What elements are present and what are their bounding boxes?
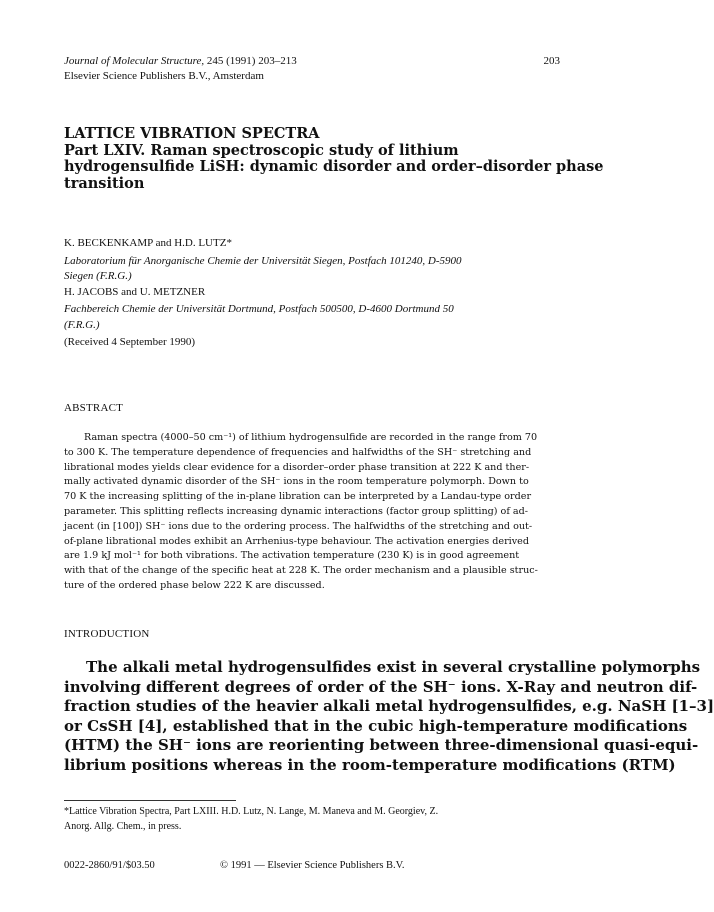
introduction-line: (HTM) the SH⁻ ions are reorienting between three-dimensional quasi-equi- bbox=[64, 736, 699, 754]
abstract-line: Raman spectra (4000–50 cm⁻¹) of lithium hydrogensulfide are recorded in the range from 70 bbox=[84, 432, 538, 443]
abstract-line: 70 K the increasing splitting of the in-plane libration can be interpreted by a Landau-type order bbox=[64, 491, 532, 503]
footnote-divider bbox=[64, 800, 236, 801]
footnote-line: Anorg. Allg. Chem., in press. bbox=[64, 821, 182, 832]
abstract-line: librational modes yields clear evidence for a disorder–order phase transition at 222 K and ther- bbox=[64, 461, 530, 473]
abstract-line: of-plane librational modes exhibit an Arrhenius-type behaviour. The activation energies derived bbox=[64, 535, 529, 547]
title-line: transition bbox=[64, 174, 145, 192]
title-line: Part LXIV. Raman spectroscopic study of lithium bbox=[64, 141, 459, 159]
journal-citation: 245 (1991) 203–213 bbox=[204, 55, 297, 67]
abstract-line: are 1.9 kJ mol⁻¹ for both vibrations. The activation temperature (230 K) is in good agreement bbox=[64, 550, 520, 562]
footnote bbox=[64, 804, 564, 834]
journal-name: Journal of Molecular Structure, bbox=[64, 55, 205, 67]
abstract-line: with that of the change of the specific heat at 228 K. The order mechanism and a plausible struc- bbox=[64, 565, 538, 577]
affiliation-1-line: Laboratorium für Anorganische Chemie der Universität Siegen, Postfach 101240, D-5900 bbox=[64, 254, 462, 267]
title-line: LATTICE VIBRATION SPECTRA bbox=[64, 125, 320, 142]
abstract-line: ture of the ordered phase below 222 K are discussed. bbox=[64, 579, 325, 591]
copyright-notice: © 1991 — Elsevier Science Publishers B.V. bbox=[220, 860, 405, 871]
page-number: 203 bbox=[543, 55, 560, 67]
affiliation-2-line: (F.R.G.) bbox=[64, 318, 100, 331]
page-footer bbox=[64, 859, 564, 873]
issn-price-code: 0022-2860/91/$03.50 bbox=[64, 860, 155, 871]
introduction-line: librium positions whereas in the room-temperature modifications (RTM) bbox=[64, 755, 676, 774]
author-block bbox=[64, 236, 564, 351]
abstract-body bbox=[64, 431, 560, 594]
abstract-heading: ABSTRACT bbox=[64, 402, 124, 414]
introduction-line: or CsSH [4], established that in the cubic high-temperature modifications bbox=[64, 716, 688, 735]
author-group-1: K. BECKENKAMP and H.D. LUTZ* bbox=[64, 237, 232, 249]
introduction-line: The alkali metal hydrogensulfides exist in several crystalline polymorphs bbox=[86, 658, 701, 676]
introduction-line: fraction studies of the heavier alkali metal hydrogensulfides, e.g. NaSH [1–3] bbox=[64, 697, 714, 715]
publisher-line: Elsevier Science Publishers B.V., Amsterdam bbox=[64, 70, 264, 82]
author-group-2: H. JACOBS and U. METZNER bbox=[64, 285, 206, 298]
introduction-line: involving different degrees of order of the SH⁻ ions. X-Ray and neutron dif- bbox=[64, 677, 698, 696]
article-title bbox=[64, 125, 604, 192]
title-line: hydrogensulfide LiSH: dynamic disorder and order–disorder phase bbox=[64, 158, 604, 175]
abstract-line: to 300 K. The temperature dependence of frequencies and halfwidths of the SH⁻ stretching and bbox=[64, 446, 532, 458]
journal-header bbox=[64, 54, 560, 84]
footnote-line: *Lattice Vibration Spectra, Part LXIII. H.D. Lutz, N. Lange, M. Maneva and M. Georgiev, Z. bbox=[64, 806, 439, 817]
received-date: (Received 4 September 1990) bbox=[64, 336, 196, 348]
affiliation-2-line: Fachbereich Chemie der Universität Dortmund, Postfach 500500, D-4600 Dortmund 50 bbox=[64, 303, 454, 315]
introduction-body bbox=[64, 658, 714, 775]
introduction-heading: INTRODUCTION bbox=[64, 628, 150, 640]
abstract-line: parameter. This splitting reflects increasing dynamic interactions (factor group splitting) of ad- bbox=[64, 505, 529, 517]
abstract-line: jacent (in [100]) SH⁻ ions due to the ordering process. The halfwidths of the stretching and out- bbox=[64, 520, 533, 532]
journal-citation-line bbox=[64, 54, 560, 69]
affiliation-1-line: Siegen (F.R.G.) bbox=[64, 270, 132, 282]
abstract-line: mally activated dynamic disorder of the SH⁻ ions in the room temperature polymorph. Down to bbox=[64, 476, 529, 488]
